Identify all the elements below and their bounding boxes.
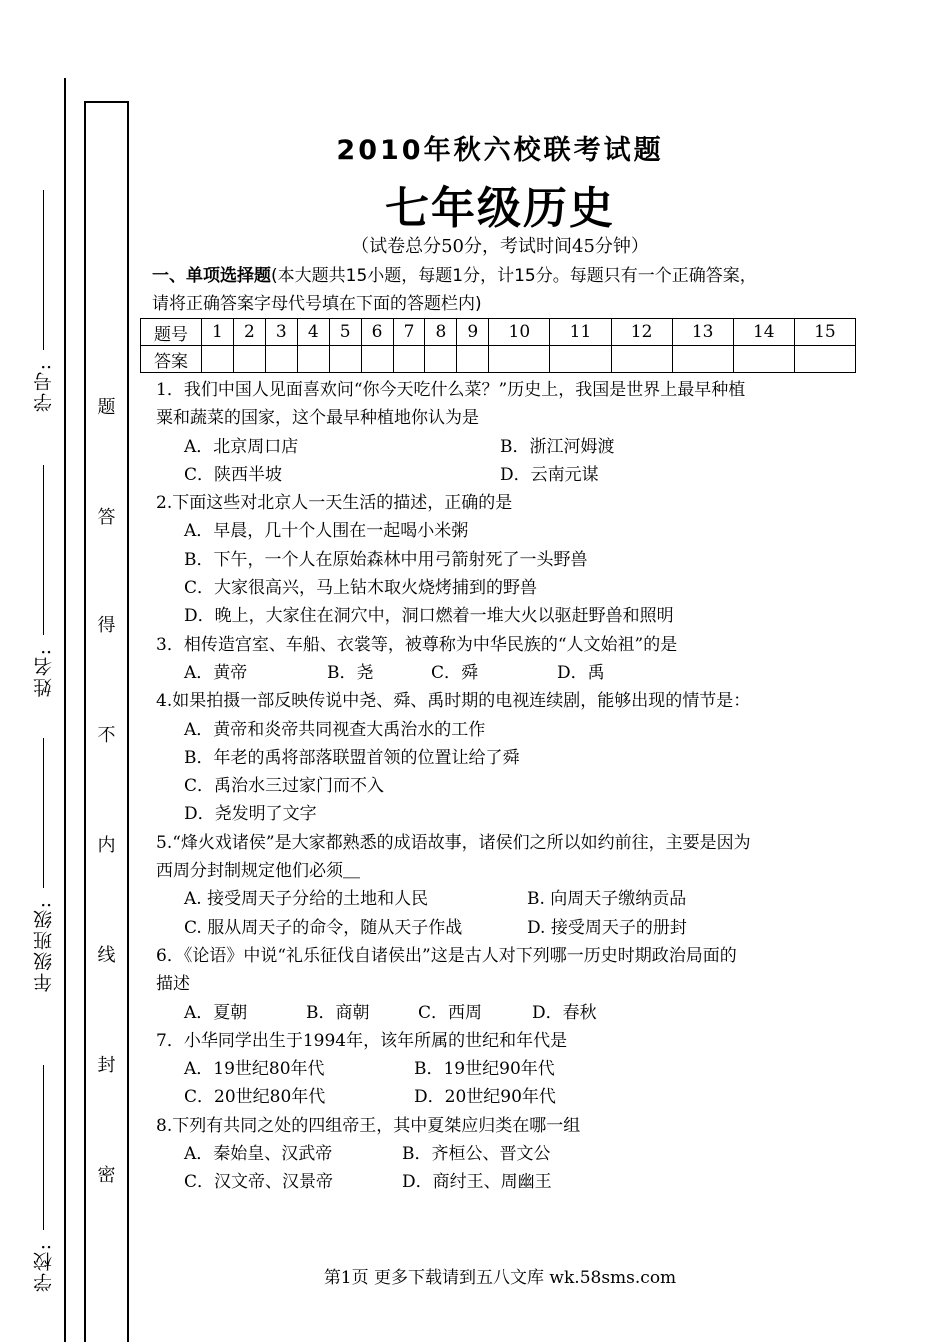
answer-option[interactable]: A．黄帝和炎帝共同视查大禹治水的工作 — [184, 719, 486, 740]
answer-cell[interactable] — [233, 346, 265, 373]
answer-option[interactable]: A. 接受周天子分给的土地和人民 — [184, 889, 429, 910]
seal-char: 内 — [97, 835, 116, 856]
exam-note: （试卷总分50分，考试时间45分钟） — [351, 236, 649, 257]
answer-cell[interactable] — [489, 346, 550, 373]
question-list — [156, 376, 856, 1197]
answer-cell[interactable] — [457, 346, 489, 373]
option-row — [156, 659, 856, 687]
answer-option[interactable]: B．浙江河姆渡 — [500, 436, 615, 457]
answer-option[interactable]: B．19世纪90年代 — [414, 1059, 555, 1080]
side-field-class[interactable] — [18, 738, 68, 1038]
side-label: 年级班级: — [32, 900, 55, 993]
answer-option[interactable]: A．秦始皇、汉武帝 — [184, 1144, 333, 1165]
answer-option[interactable]: D．禹 — [557, 662, 605, 683]
answer-option[interactable]: D．云南元谋 — [500, 464, 599, 485]
answer-cell[interactable] — [733, 346, 794, 373]
subject-title: 七年级历史 — [385, 183, 615, 234]
option-row — [156, 772, 856, 800]
question-number-cell: 13 — [672, 319, 733, 346]
answer-option[interactable]: B．商朝 — [306, 1002, 370, 1023]
page-footer: 第1页 更多下载请到五八文库 wk.58sms.com — [323, 1268, 677, 1288]
option-row — [156, 1168, 856, 1196]
question-number-cell: 11 — [550, 319, 611, 346]
question-text: 1．我们中国人见面喜欢问“你今天吃什么菜？”历史上，我国是世界上最早种植 — [156, 380, 746, 400]
answer-option[interactable]: C．汉文帝、汉景帝 — [184, 1172, 334, 1193]
seal-char: 封 — [97, 1055, 116, 1076]
answer-option[interactable]: B．下午，一个人在原始森林中用弓箭射死了一头野兽 — [184, 549, 588, 570]
answer-cell[interactable] — [329, 346, 361, 373]
side-label: 学号: — [32, 362, 55, 413]
table-header-cell: 题号 — [141, 319, 202, 346]
question-number-cell: 5 — [329, 319, 361, 346]
answer-cell[interactable] — [672, 346, 733, 373]
answer-option[interactable]: A．夏朝 — [184, 1002, 248, 1023]
side-label: 姓名: — [32, 647, 55, 698]
question-text: 7．小华同学出生于1994年，该年所属的世纪和年代是 — [156, 1030, 568, 1051]
answer-cell[interactable] — [611, 346, 672, 373]
question-text: 6．《论语》中说“礼乐征伐自诸侯出”这是古人对下列哪一历史时期政治局面的 — [156, 945, 737, 966]
instructions-line-2: 请将正确答案字母代号填在下面的答题栏内) — [152, 294, 482, 314]
answer-cell[interactable] — [297, 346, 329, 373]
question-number-cell: 15 — [794, 319, 855, 346]
answer-cell[interactable] — [202, 346, 234, 373]
option-row — [156, 1140, 856, 1168]
instructions-line-1: (本大题共15小题，每题1分，计15分。每题只有一个正确答案， — [271, 266, 757, 286]
answer-option[interactable]: B．齐桓公、晋文公 — [402, 1144, 551, 1165]
side-label: 学校: — [32, 1242, 55, 1293]
answer-option[interactable]: C．大家很高兴，马上钻木取火烧烤捕到的野兽 — [184, 578, 538, 599]
answer-option[interactable]: D．尧发明了文字 — [184, 804, 317, 825]
seal-char: 密 — [97, 1165, 116, 1186]
answer-cell[interactable] — [550, 346, 611, 373]
option-row — [156, 885, 856, 913]
seal-char: 题 — [97, 397, 116, 418]
question-number-cell: 1 — [202, 319, 234, 346]
answer-cell[interactable] — [265, 346, 297, 373]
answer-cell[interactable] — [425, 346, 457, 373]
option-row — [156, 800, 856, 828]
question-text: 4.如果拍摄一部反映传说中尧、舜、禹时期的电视连续剧，能够出现的情节是： — [156, 691, 751, 712]
answer-option[interactable]: C．陕西半坡 — [184, 464, 283, 485]
answer-cell[interactable] — [794, 346, 855, 373]
option-row — [156, 574, 856, 602]
question-number-cell: 4 — [297, 319, 329, 346]
table-row — [141, 346, 856, 373]
question-number-cell: 2 — [233, 319, 265, 346]
answer-option[interactable]: D．商纣王、周幽王 — [402, 1172, 552, 1193]
option-row — [156, 1083, 856, 1111]
answer-option[interactable]: A．19世纪80年代 — [184, 1059, 325, 1080]
option-row — [156, 1055, 856, 1083]
answer-table — [140, 318, 856, 373]
question-text: 5.“烽火戏诸侯”是大家都熟悉的成语故事，诸侯们之所以如约前往，主要是因为 — [156, 832, 751, 853]
question-text: 描述 — [156, 974, 190, 995]
answer-option[interactable]: C. 服从周天子的命令，随从天子作战 — [184, 917, 463, 938]
question-number-cell: 3 — [265, 319, 297, 346]
question-number-cell: 12 — [611, 319, 672, 346]
side-field-name[interactable] — [18, 465, 68, 715]
option-row — [156, 744, 856, 772]
question-text: 粟和蔬菜的国家，这个最早种植地你认为是 — [156, 408, 479, 429]
option-row — [156, 999, 856, 1027]
fill-line — [43, 1065, 44, 1230]
question-number-cell: 6 — [361, 319, 393, 346]
fill-line — [43, 465, 44, 635]
answer-option[interactable]: D. 接受周天子的册封 — [527, 917, 687, 938]
table-row — [141, 319, 856, 346]
answer-option[interactable]: C．西周 — [418, 1002, 483, 1023]
question-text: 2.下面这些对北京人一天生活的描述，正确的是 — [156, 493, 513, 514]
exam-title: 2010年秋六校联考试题 — [336, 135, 664, 166]
question-number-cell: 14 — [733, 319, 794, 346]
question-number-cell: 7 — [393, 319, 425, 346]
option-row — [156, 602, 856, 630]
option-row — [156, 716, 856, 744]
fill-line — [43, 738, 44, 888]
option-row — [156, 914, 856, 942]
option-row — [156, 433, 856, 461]
question-number-cell: 8 — [425, 319, 457, 346]
seal-char: 线 — [97, 945, 116, 966]
seal-char: 答 — [97, 507, 116, 528]
answer-cell[interactable] — [393, 346, 425, 373]
table-header-cell: 答案 — [141, 346, 202, 373]
seal-line-box — [84, 101, 129, 1342]
answer-option[interactable]: C．20世纪80年代 — [184, 1087, 326, 1108]
answer-option[interactable]: C．禹治水三过家门而不入 — [184, 776, 385, 797]
answer-option[interactable]: D．晚上，大家住在洞穴中，洞口燃着一堆大火以驱赶野兽和照明 — [184, 606, 674, 627]
answer-option[interactable]: B．年老的禹将部落联盟首领的位置让给了舜 — [184, 747, 520, 768]
answer-option[interactable]: A．北京周口店 — [184, 436, 299, 457]
question-text: 西周分封制规定他们必须＿ — [156, 861, 360, 882]
answer-option[interactable]: B．尧 — [327, 662, 374, 683]
question-number-cell: 10 — [489, 319, 550, 346]
answer-option[interactable]: B. 向周天子缴纳贡品 — [527, 889, 687, 910]
seal-char: 得 — [97, 615, 116, 636]
option-row — [156, 546, 856, 574]
answer-cell[interactable] — [361, 346, 393, 373]
answer-option[interactable]: C．舜 — [431, 662, 479, 683]
section-instructions — [152, 262, 862, 318]
section-heading: 一、单项选择题 — [152, 266, 271, 286]
answer-option[interactable]: A．黄帝 — [184, 662, 248, 683]
option-row — [156, 461, 856, 489]
seal-char: 不 — [97, 725, 116, 746]
question-text: 3．相传造宫室、车船、衣裳等，被尊称为中华民族的“人文始祖”的是 — [156, 634, 678, 655]
question-number-cell: 9 — [457, 319, 489, 346]
option-row — [156, 517, 856, 545]
answer-option[interactable]: D．春秋 — [532, 1002, 597, 1023]
question-text: 8.下列有共同之处的四组帝王，其中夏桀应归类在哪一组 — [156, 1115, 581, 1136]
answer-option[interactable]: A．早晨，几十个人围在一起喝小米粥 — [184, 521, 469, 542]
answer-option[interactable]: D．20世纪90年代 — [414, 1087, 556, 1108]
